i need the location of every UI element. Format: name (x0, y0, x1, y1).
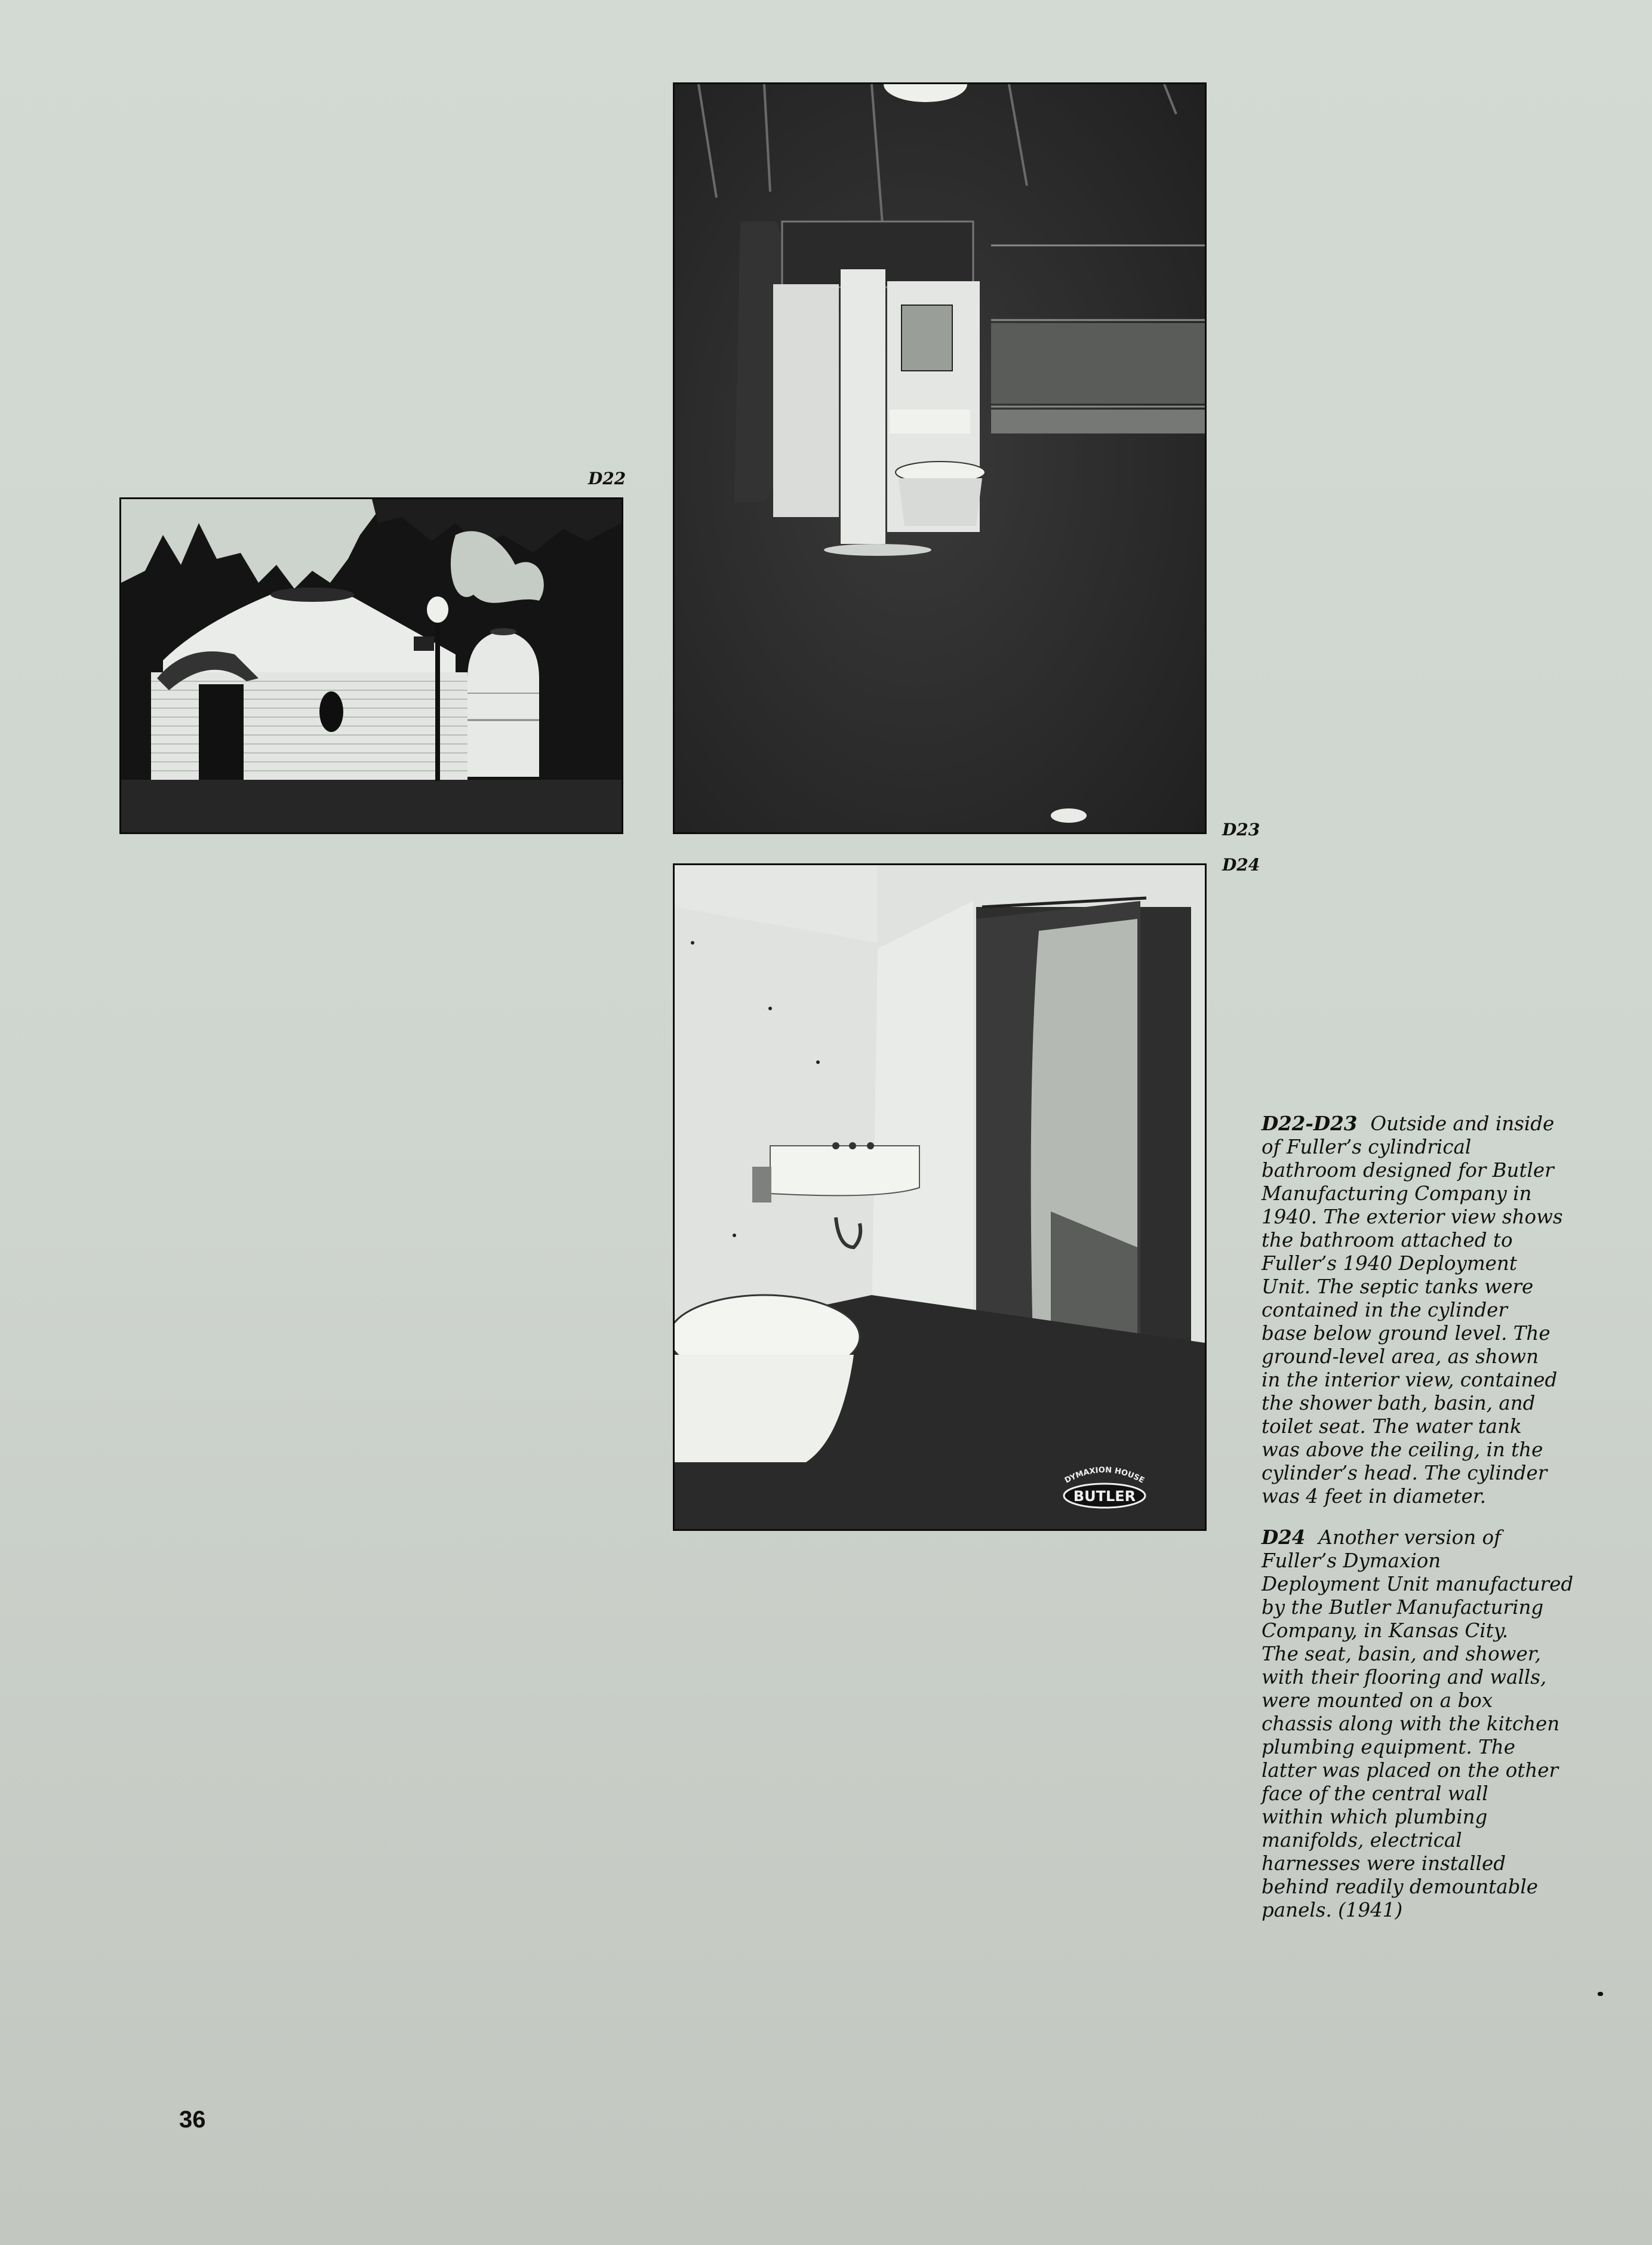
caption-line: were mounted on a box (1262, 1689, 1493, 1712)
photo-d23-interior (673, 82, 1207, 834)
exterior-illustration (121, 499, 622, 832)
figure-label-d22: D22 (588, 469, 626, 488)
caption-line: within which plumbing (1262, 1806, 1488, 1828)
figure-label-d23: D23 (1222, 820, 1260, 839)
caption-line: Company, in Kansas City. (1262, 1619, 1509, 1642)
svg-text:BUTLER: BUTLER (1073, 1488, 1136, 1505)
page-number: 36 (179, 2106, 206, 2133)
caption-line: panels. (1941) (1262, 1899, 1403, 1921)
figure-label-d24: D24 (1222, 855, 1260, 875)
caption-line: chassis along with the kitchen (1262, 1712, 1560, 1735)
caption-d22-d23 (1262, 1112, 1620, 1508)
caption-line: manifolds, electrical (1262, 1829, 1462, 1852)
caption-line: was 4 feet in diameter. (1262, 1485, 1486, 1508)
caption-line: in the interior view, contained (1262, 1368, 1558, 1391)
butler-logo-icon (1051, 1462, 1158, 1510)
caption-line: base below ground level. The (1262, 1322, 1551, 1345)
caption-line: Deployment Unit manufactured (1262, 1573, 1574, 1595)
caption-line: of Fuller’s cylindrical (1262, 1136, 1472, 1158)
photo-d22-exterior (119, 497, 623, 834)
svg-text:DYMAXION HOUSE: DYMAXION HOUSE (1063, 1465, 1146, 1486)
caption-ref: D22-D23 (1262, 1112, 1358, 1135)
caption-line: cylinder’s head. The cylinder (1262, 1462, 1548, 1484)
caption-line: toilet seat. The water tank (1262, 1415, 1522, 1438)
photo-d24-interior (673, 863, 1207, 1531)
interior-dark-illustration (675, 84, 1205, 832)
caption-line: 1940. The exterior view shows (1262, 1205, 1563, 1228)
caption-line: plumbing equipment. The (1262, 1736, 1515, 1758)
caption-line: behind readily demountable (1262, 1875, 1539, 1898)
caption-line: the shower bath, basin, and (1262, 1392, 1536, 1414)
caption-line: Fuller’s Dymaxion (1262, 1549, 1441, 1572)
caption-line: face of the central wall (1262, 1782, 1488, 1805)
print-speck (1598, 1992, 1603, 1996)
caption-line: Manufacturing Company in (1262, 1182, 1532, 1205)
caption-ref: D24 (1262, 1526, 1306, 1549)
caption-line: was above the ceiling, in the (1262, 1438, 1543, 1461)
caption-line: with their flooring and walls, (1262, 1666, 1547, 1689)
caption-line: bathroom designed for Butler (1262, 1159, 1554, 1182)
butler-badge (1051, 1462, 1158, 1510)
caption-line: harnesses were installed (1262, 1852, 1506, 1875)
interior-light-illustration (675, 865, 1205, 1529)
caption-line: by the Butler Manufacturing (1262, 1596, 1544, 1619)
caption-line: latter was placed on the other (1262, 1759, 1559, 1782)
caption-line: Unit. The septic tanks were (1262, 1275, 1534, 1298)
caption-line: The seat, basin, and shower, (1262, 1643, 1541, 1665)
caption-line: Fuller’s 1940 Deployment (1262, 1252, 1517, 1275)
caption-line: D22-D23 Outside and inside (1262, 1112, 1555, 1135)
caption-line: the bathroom attached to (1262, 1229, 1513, 1251)
caption-line: D24 Another version of (1262, 1526, 1502, 1549)
caption-d24 (1262, 1526, 1620, 1922)
caption-line: ground-level area, as shown (1262, 1345, 1539, 1368)
caption-line: contained in the cylinder (1262, 1299, 1508, 1321)
